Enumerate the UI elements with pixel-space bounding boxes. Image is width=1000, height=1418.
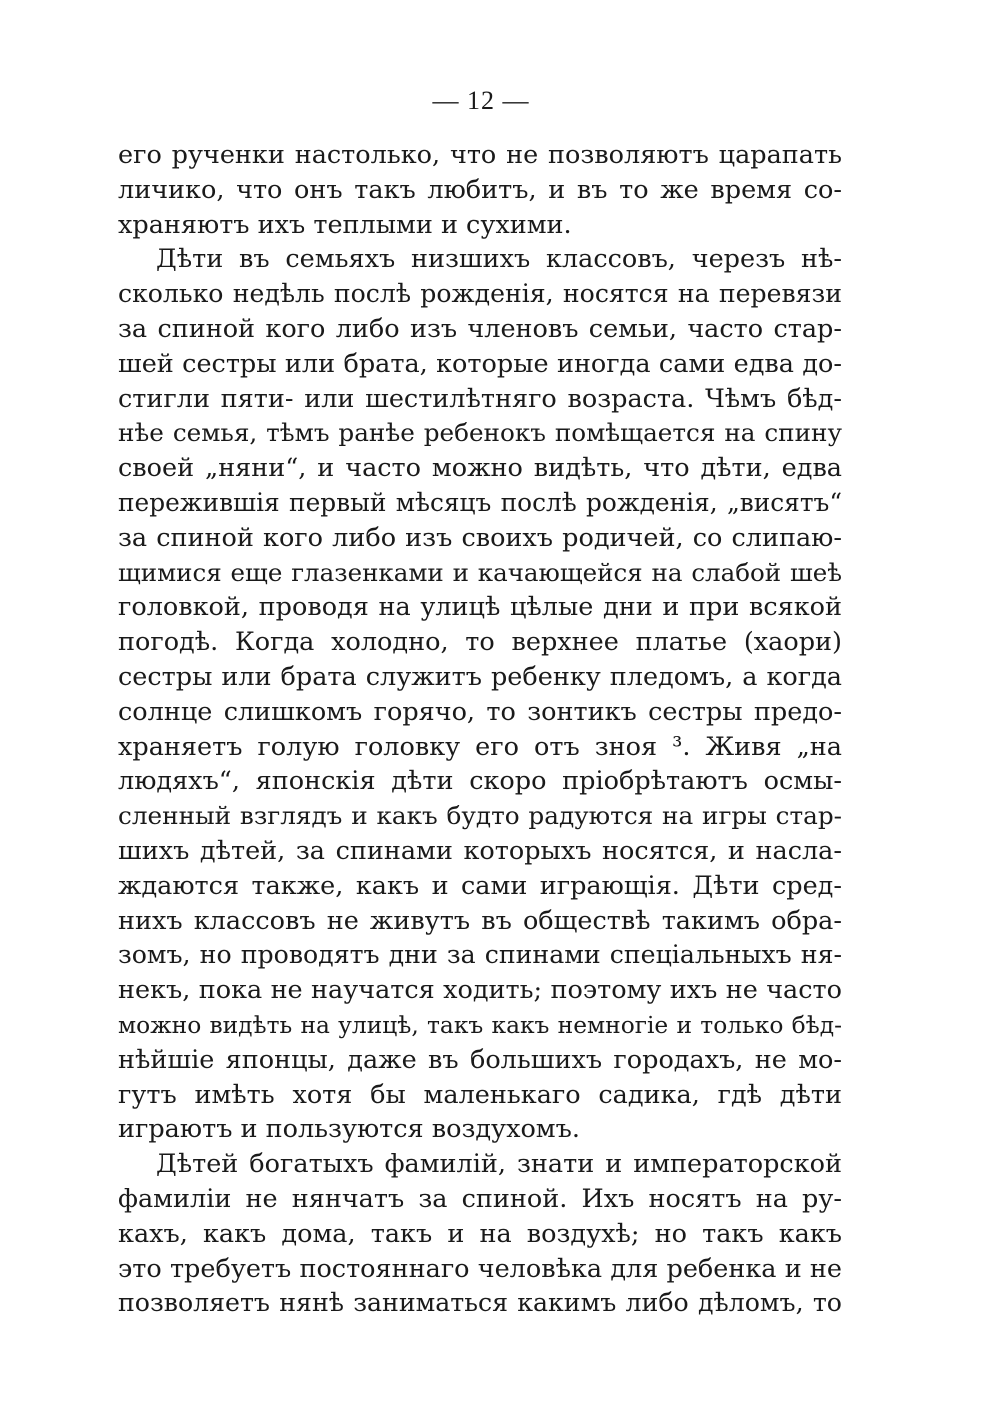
text-line: храняетъ голую головку его отъ зноя ³. Живя „на bbox=[118, 731, 842, 762]
text-line: его рученки настолько, что не позволяютъ царапать bbox=[118, 140, 842, 170]
text-line: храняютъ ихъ теплыми и сухими. bbox=[118, 209, 572, 240]
text-line: играютъ и пользуются воздухомъ. bbox=[118, 1114, 580, 1145]
text-line: стигли пяти- или шестилѣтняго возраста. Чѣмъ бѣд- bbox=[118, 383, 842, 414]
text-line: головкой, проводя на улицѣ цѣлые дни и при всякой bbox=[118, 592, 842, 623]
page-number: — 12 — bbox=[432, 86, 530, 115]
text-line: людяхъ“, японскія дѣти скоро пріобрѣтаютъ осмы- bbox=[118, 766, 842, 797]
text-line: солнце слишкомъ горячо, то зонтикъ сестры предо- bbox=[118, 696, 842, 727]
paragraph bbox=[118, 242, 842, 1147]
text-line: Дѣтей богатыхъ фамилій, знати и императорской bbox=[156, 1149, 842, 1180]
text-line: нѣйшіе японцы, даже въ большихъ городахъ, не мо- bbox=[118, 1044, 842, 1075]
text-line: позволяетъ нянѣ заниматься какимъ либо дѣломъ, то bbox=[118, 1288, 842, 1318]
text-line: за спиной кого либо изъ членовъ семьи, часто стар- bbox=[118, 313, 842, 344]
text-line: сленный взглядъ и какъ будто радуются на игры стар- bbox=[118, 801, 842, 831]
text-line: это требуетъ постояннаго человѣка для ребенка и не bbox=[118, 1253, 842, 1284]
text-line: можно видѣть на улицѣ, такъ какъ немногіе и только бѣд- bbox=[118, 1010, 842, 1039]
text-line: нихъ классовъ не живутъ въ обществѣ такимъ обра- bbox=[118, 905, 842, 936]
text-line: кахъ, какъ дома, такъ и на воздухѣ; но такъ какъ bbox=[118, 1218, 842, 1249]
text-line: пережившія первый мѣсяцъ послѣ рожденія, „висятъ“ bbox=[118, 487, 842, 517]
text-line: своей „няни“, и часто можно видѣть, что дѣти, едва bbox=[118, 453, 842, 484]
text-line: некъ, пока не научатся ходить; поэтому ихъ не часто bbox=[118, 975, 842, 1006]
text-line: нѣе семья, тѣмъ ранѣе ребенокъ помѣщается на спину bbox=[118, 418, 842, 448]
paragraph bbox=[118, 138, 842, 242]
body-text bbox=[118, 138, 842, 1321]
text-line: гутъ имѣть хотя бы маленькаго садика, гдѣ дѣти bbox=[118, 1079, 842, 1110]
text-line: щимися еще глазенками и качающейся на слабой шеѣ bbox=[118, 557, 842, 587]
text-line: Дѣти въ семьяхъ низшихъ классовъ, черезъ нѣ- bbox=[156, 244, 842, 275]
text-line: шей сестры или брата, которые иногда сами едва до- bbox=[118, 348, 842, 379]
text-line: личико, что онъ такъ любитъ, и въ то же время со- bbox=[118, 174, 842, 205]
text-line: сколько недѣль послѣ рожденія, носятся на перевязи bbox=[118, 279, 842, 309]
text-line: погодѣ. Когда холодно, то верхнее платье (хаори) bbox=[118, 627, 842, 658]
text-line: сестры или брата служитъ ребенку пледомъ, а когда bbox=[118, 661, 842, 692]
text-line: зомъ, но проводятъ дни за спинами спеціальныхъ ня- bbox=[118, 940, 842, 970]
text-line: за спиной кого либо изъ своихъ родичей, со слипаю- bbox=[118, 522, 842, 553]
text-line: шихъ дѣтей, за спинами которыхъ носятся, и насла- bbox=[118, 835, 842, 866]
paragraph bbox=[118, 1147, 842, 1321]
text-line: ждаются также, какъ и сами играющія. Дѣти сред- bbox=[118, 870, 842, 901]
text-line: фамиліи не нянчатъ за спиной. Ихъ носятъ на ру- bbox=[118, 1183, 842, 1214]
